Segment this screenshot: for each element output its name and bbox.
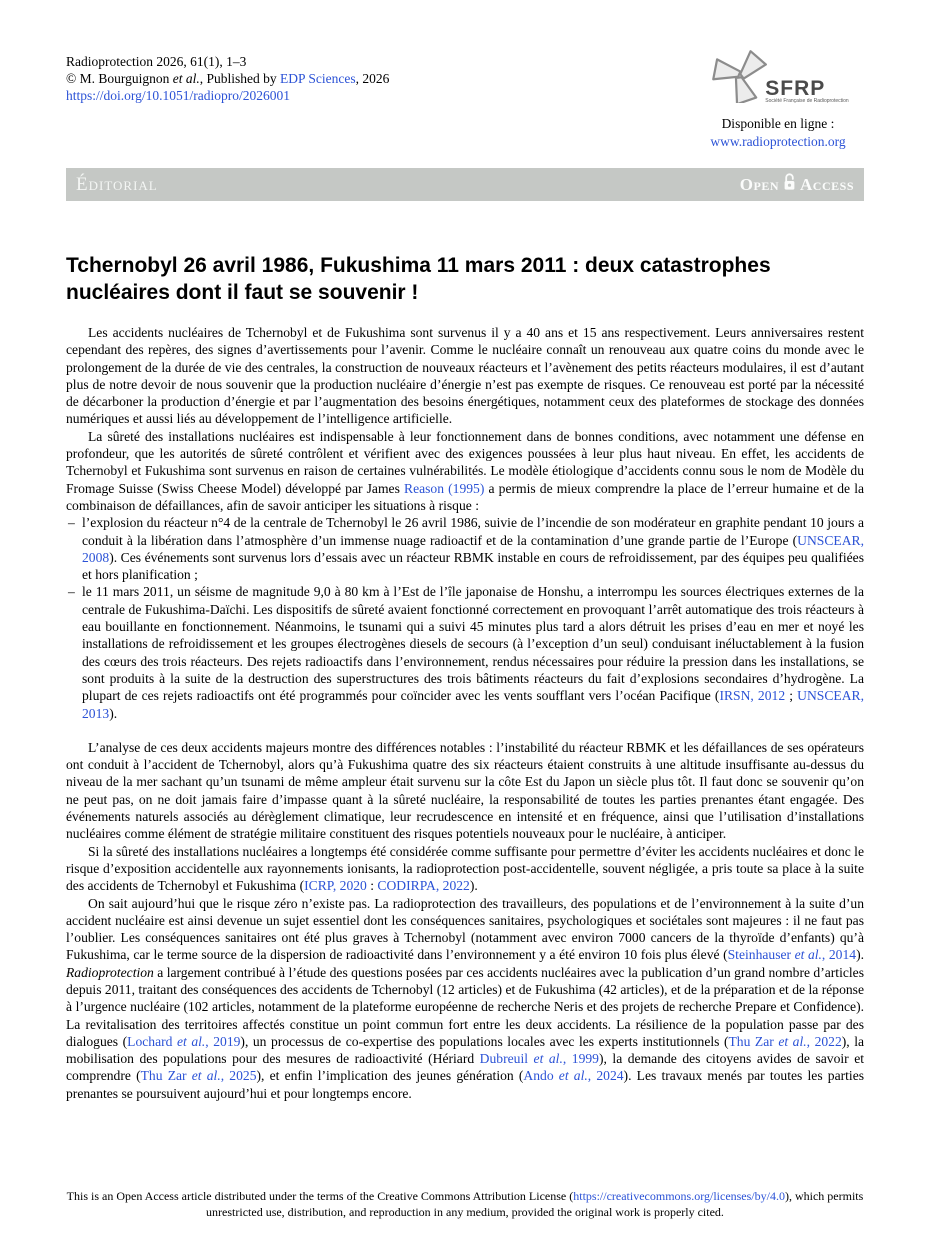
- text-segment: , Published by: [199, 71, 281, 86]
- citation-link[interactable]: Reason (1995): [404, 480, 485, 496]
- citation-link[interactable]: , 1999: [562, 1051, 599, 1067]
- citation-link[interactable]: ICRP, 2020: [304, 878, 367, 894]
- citation-link[interactable]: UNSCEAR, 2013: [82, 688, 864, 721]
- license-link[interactable]: https://creativecommons.org/licenses/by/4.0: [573, 1189, 785, 1203]
- text-segment: a permis de mieux comprendre la place de l’erreur humaine et de la combinaison de défaillances, afin de savoir anticiper les situations à risque :: [66, 480, 865, 513]
- article-title: Tchernobyl 26 avril 1986, Fukushima 11 mars 2011 : deux catastrophes nucléaires dont il faut se souvenir !: [66, 254, 771, 304]
- text-segment: La sûreté des installations nucléaires est indispensable à leur fonctionnement dans de bonnes conditions, avec notamment une défense en profondeur, que les autorités de sûreté contrôlent et vérifient avec des exigences poussées à leur plus haut niveau. En effet, les accidents de Tchernobyl et Fukushima sont survenus en raison de certaines vulnérabilités. Le modèle étiologique d’accidents connu sous le nom de Modèle du Fromage Suisse (Swiss Cheese Model) développé par James: [66, 428, 864, 496]
- publisher-logo-block: [688, 50, 868, 151]
- citation-link[interactable]: , 2019: [205, 1033, 241, 1049]
- text-segment: ), et enfin l’implication des jeunes génération (: [256, 1068, 524, 1084]
- citation-link[interactable]: , 2025: [220, 1068, 257, 1084]
- article-body: [66, 324, 864, 1102]
- bullet-item: [66, 514, 864, 583]
- text-segment: This is an Open Access article distributed under the terms of the Creative Commons Attribution License (: [66, 1189, 574, 1203]
- paragraph: [66, 895, 864, 1103]
- citation-link[interactable]: , 2014: [821, 947, 857, 963]
- text-segment: L’analyse de ces deux accidents majeurs montre des différences notables : l’instabilité du réacteur RBMK et les défaillances de ses opérateurs ont conduit à l’accident de Tchernobyl, alors qu’à Fukushima quatre des six réacteurs étaient construits à une altitude insuffisante au-dessus du niveau de la mer sachant qu’un tsunami de même ampleur était survenu sur la côte Est du Japon un siècle plus tôt. Il faut donc se souvenir qu’on ne peut pas, on ne doit jamais faire d’impasse quant à la sûreté nucléaire, la responsabilité de toutes les parties prenantes étant engagée. Des événements naturels associés au dérèglement climatique, leur recrudescence en intensité et en fréquence, ainsi que l’utilisation d’installations nucléaires comme élément de stratégie militaire constituent des risques potentiels nouveaux pour le nucléaire, à anticiper.: [66, 739, 864, 842]
- text-segment: ), which permits unrestricted use, distribution, and reproduction in any medium, provided the original work is properly cited.: [206, 1189, 864, 1219]
- text-segment: a largement contribué à l’étude des questions posées par ces accidents nucléaires avec la publication d’un grand nombre d’articles depuis 2011, traitant des conséquences des accidents de Tchernobyl (12 articles) et de Fukushima (42 articles), et de la préparation et de la réponse à l’urgence nucléaire (102 articles, notamment de la plateforme européenne de recherche Neris et des projets de recherche Prepare et Confidence). La revitalisation des territoires affectés constitue un point commun fort entre les deux accidents. La résilience de la population passe par des dialogues (: [66, 964, 864, 1049]
- citation-link[interactable]: et al.: [191, 1068, 221, 1084]
- text-segment: On sait aujourd’hui que le risque zéro n’existe pas. La radioprotection des travailleurs, des populations et de l’environnement à la suite d’un accident nucléaire est ainsi devenue un sujet essentiel dont les conséquences sanitaires, psychologiques et sociétales sont majeures : il ne faut pas l’oublier. Les conséquences sanitaires ont été plus graves à Tchernobyl (notamment avec environ 7000 cancers de la thyroïde d’enfants) qu’à Fukushima, car le terme source de la dispersion de radioactivité dans l’environnement y a été environ 10 fois plus élevé (: [66, 895, 864, 963]
- citation-link[interactable]: et al.: [533, 1051, 563, 1067]
- citation-link[interactable]: UNSCEAR, 2008: [82, 532, 864, 565]
- journal-website-link[interactable]: www.radioprotection.org: [710, 134, 846, 149]
- text-segment: le 11 mars 2011, un séisme de magnitude 9,0 à 80 km à l’Est de l’île japonaise de Honshu, a interrompu les sources électriques externes de la centrale de Fukushima-Daïchi. Les dispositifs de sûreté avaient fonctionné correctement en provoquant l’arrêt automatique des trois réacteurs à eau bouillante en fonctionnement. Néanmoins, le tsunami qui a suivi 45 minutes plus tard a alors détruit les prises d’eau en mer et noyé les installations de refroidissement et les groupes électrogènes diesels de secours (à l’exception d’un seul) conduisant inéluctablement à la fusion des cœurs des trois réacteurs. Des rejets radioactifs dans l’environnement, rendus nécessaires pour réduire la pression dans les installations, se sont produits à la suite de la destruction des superstructures des trois bâtiments réacteurs du fait d’explosions secondaires d’hydrogène. La plupart de ces rejets radioactifs ont été programmés pour coïncider avec les vents soufflant vers l’océan Pacifique (: [82, 584, 864, 704]
- text-segment: ), la demande des citoyens avides de savoir et comprendre (: [66, 1051, 865, 1084]
- citation-link[interactable]: IRSN, 2012: [719, 688, 786, 704]
- sfrp-name: SFRP: [765, 77, 826, 100]
- text-segment: et al.: [172, 71, 200, 86]
- text-segment: l’explosion du réacteur n°4 de la centrale de Tchernobyl le 26 avril 1986, suivie de l’incendie de son modérateur en graphite pendant 10 jours a conduit à la libération dans l’atmosphère d’un immense nuage radioactif et de la contamination d’une grande partie de l’Europe (: [82, 515, 864, 548]
- text-segment: Radioprotection: [66, 964, 154, 980]
- text-segment: :: [366, 878, 378, 894]
- bullet-item: [66, 583, 864, 721]
- header-citation-block: [66, 53, 389, 104]
- section-banner: [66, 168, 864, 201]
- text-segment: ).: [109, 705, 118, 721]
- text-segment: ).: [469, 878, 478, 894]
- bullet-list: [66, 514, 864, 722]
- paragraph: [66, 324, 864, 428]
- citation-link[interactable]: Lochard: [127, 1033, 177, 1049]
- citation-link[interactable]: , 2024: [587, 1068, 624, 1084]
- citation-link[interactable]: et al.: [778, 1033, 807, 1049]
- sfrp-tagline: Société Française de Radioprotection: [765, 98, 849, 104]
- paragraph: [66, 428, 864, 514]
- citation-link[interactable]: et al.: [794, 947, 822, 963]
- text-segment: © M. Bourguignon: [66, 71, 173, 86]
- citation-link[interactable]: Ando: [523, 1068, 559, 1084]
- text-segment: ;: [785, 688, 798, 704]
- open-access-access-word: Access: [800, 174, 854, 194]
- sfrp-logo: [688, 50, 868, 108]
- publisher-link[interactable]: EDP Sciences: [280, 71, 356, 86]
- open-access-badge: [740, 173, 854, 196]
- text-segment: ), un processus de co-expertise des populations locales avec les experts institutionnels (: [240, 1033, 729, 1049]
- citation-link[interactable]: Thu Zar: [728, 1033, 779, 1049]
- open-lock-icon: [783, 173, 796, 196]
- open-access-open-word: Open: [739, 174, 780, 194]
- copyright-line: [66, 70, 389, 87]
- citation-link[interactable]: et al.: [176, 1033, 206, 1049]
- paragraph: [66, 739, 864, 843]
- citation-link[interactable]: Dubreuil: [479, 1051, 534, 1067]
- paragraph: [66, 843, 864, 895]
- text-segment: ).: [856, 947, 864, 963]
- text-segment: , 2026: [355, 71, 390, 86]
- text-segment: ), la mobilisation des populations pour des mesures de radioactivité (Hériard: [66, 1033, 865, 1067]
- text-segment: ). Ces événements sont survenus lors d’essais avec un réacteur RBMK instable en cours de refroidissement, par des équipes peu qualifiées et hors planification ;: [82, 549, 864, 583]
- text-segment: ). Les travaux menés par toutes les parties prenantes se poursuivent aujourd’hui et pour longtemps encore.: [66, 1068, 865, 1101]
- online-availability-label: Disponible en ligne :: [721, 116, 835, 131]
- text-segment: Les accidents nucléaires de Tchernobyl et de Fukushima sont survenus il y a 40 ans et 15 ans respectivement. Leurs anniversaires restent cependant des repères, des signes d’avertissements pour l’avenir. Comme le nucléaire connaît un renouveau aux quatre coins du monde avec le prolongement de la durée de vie des centrales, la construction de nouveaux réacteurs et l’avènement des petits réacteurs modulaires, il est d’autant plus de notre devoir de nous souvenir que la production nucléaire d’énergie n’est pas exempte de risques. Ce renouveau est porté par la nécessité de décarboner la production d’énergie et par l’augmentation des besoins énergétiques, notamment ceux des plateformes de stockage des données numériques et aussi liés au développement de l’intelligence artificielle.: [66, 325, 864, 427]
- citation-link[interactable]: et al.: [558, 1068, 588, 1084]
- citation-link[interactable]: CODIRPA, 2022: [377, 878, 470, 894]
- citation-link[interactable]: Thu Zar: [140, 1068, 192, 1084]
- sfrp-wordmark: [765, 77, 849, 104]
- citation-link[interactable]: , 2022: [806, 1033, 842, 1049]
- doi-link[interactable]: https://doi.org/10.1051/radiopro/2026001: [66, 88, 290, 103]
- section-label: Éditorial: [76, 173, 158, 195]
- text-segment: Si la sûreté des installations nucléaires a longtemps été considérée comme suffisante pour permettre d’éviter les accidents nucléaires et donc le risque d’exposition accidentelle aux rayonnements ionisants, la radioprotection post-accidentelle, souvent négligée, a pris toute sa place à la suite des accidents de Tchernobyl et Fukushima (: [66, 843, 864, 894]
- citation-link[interactable]: Steinhauser: [727, 947, 795, 963]
- journal-ref: Radioprotection 2026, 61(1), 1–3: [66, 54, 247, 69]
- license-statement: [66, 1188, 864, 1220]
